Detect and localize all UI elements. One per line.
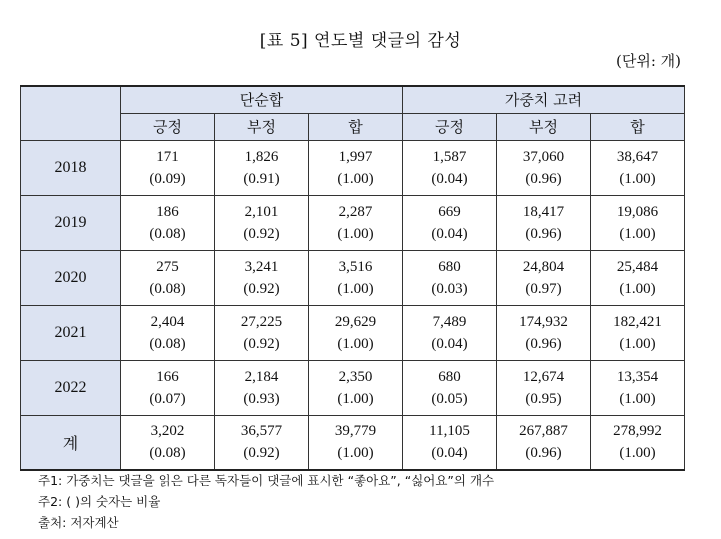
- table-title: [표 5] 연도별 댓글의 감성: [259, 31, 462, 51]
- cell-ratio: (0.04): [431, 225, 468, 242]
- row-label: 2022: [21, 360, 121, 415]
- table-row: [21, 140, 685, 195]
- cell-count: 166: [156, 368, 179, 385]
- cell-count: 39,779: [334, 423, 377, 440]
- table-cell: [215, 140, 309, 195]
- table-cell: [215, 195, 309, 250]
- table-cell: [403, 250, 497, 305]
- cell-ratio: (1.00): [337, 390, 374, 407]
- cell-count: 13,354: [616, 368, 659, 385]
- table-cell: [497, 250, 591, 305]
- table-cell: [591, 250, 685, 305]
- header-sub-total: 합: [309, 113, 403, 140]
- cell-ratio: (1.00): [337, 280, 374, 297]
- table-cell: [309, 305, 403, 360]
- table-cell: [591, 305, 685, 360]
- cell-count: 186: [156, 203, 179, 220]
- table-cell: [121, 415, 215, 470]
- table-cell: [309, 140, 403, 195]
- cell-ratio: (0.93): [243, 390, 280, 407]
- table-cell: [497, 195, 591, 250]
- cell-count: 29,629: [334, 313, 377, 330]
- cell-ratio: (0.92): [243, 335, 280, 352]
- table-cell: [591, 415, 685, 470]
- table-cell: [403, 360, 497, 415]
- table-cell: [215, 415, 309, 470]
- footnote-1: 주1: 가중치는 댓글을 읽은 다른 독자들이 댓글에 표시한 “좋아요”, “싫어요”의 개수: [38, 473, 495, 488]
- header-row-subcolumns: [21, 113, 685, 140]
- header-sub-positive: 긍정: [121, 113, 215, 140]
- table-cell: [309, 415, 403, 470]
- cell-ratio: (0.03): [431, 280, 468, 297]
- cell-ratio: (1.00): [337, 225, 374, 242]
- footnotes: [38, 470, 494, 533]
- table-cell: [121, 360, 215, 415]
- cell-ratio: (1.00): [619, 280, 656, 297]
- header-group-weighted: 가중치 고려: [403, 86, 685, 113]
- cell-count: 27,225: [240, 313, 283, 330]
- table-cell: [215, 250, 309, 305]
- cell-count: 3,202: [150, 423, 185, 440]
- row-label: 2018: [21, 140, 121, 195]
- cell-ratio: (1.00): [619, 170, 656, 187]
- cell-ratio: (0.08): [149, 225, 186, 242]
- header-sub-negative: 부정: [215, 113, 309, 140]
- table-cell: [403, 195, 497, 250]
- cell-ratio: (0.04): [431, 170, 468, 187]
- table-cell: [309, 250, 403, 305]
- header-corner: [21, 86, 121, 140]
- table-cell: [591, 195, 685, 250]
- table-cell: [215, 305, 309, 360]
- table-cell: [497, 140, 591, 195]
- cell-ratio: (1.00): [619, 335, 656, 352]
- cell-ratio: (1.00): [337, 445, 374, 462]
- cell-count: 37,060: [522, 148, 565, 165]
- table-cell: [121, 195, 215, 250]
- cell-ratio: (1.00): [337, 335, 374, 352]
- table-cell: [309, 195, 403, 250]
- cell-ratio: (0.08): [149, 445, 186, 462]
- cell-count: 680: [438, 368, 461, 385]
- footnote-2: 주2: ( )의 숫자는 비율: [38, 494, 161, 509]
- cell-count: 7,489: [432, 313, 467, 330]
- cell-count: 36,577: [240, 423, 283, 440]
- header-sub-negative: 부정: [497, 113, 591, 140]
- cell-ratio: (0.92): [243, 280, 280, 297]
- table-cell: [591, 360, 685, 415]
- cell-count: 1,997: [338, 148, 373, 165]
- cell-count: 680: [438, 258, 461, 275]
- table-row: [21, 415, 685, 470]
- cell-ratio: (0.08): [149, 335, 186, 352]
- table-row: [21, 305, 685, 360]
- cell-count: 19,086: [616, 203, 659, 220]
- cell-ratio: (0.05): [431, 390, 468, 407]
- table-cell: [121, 140, 215, 195]
- cell-ratio: (0.92): [243, 445, 280, 462]
- cell-ratio: (0.96): [525, 170, 562, 187]
- cell-ratio: (1.00): [619, 445, 656, 462]
- table-cell: [497, 360, 591, 415]
- table-cell: [309, 360, 403, 415]
- cell-count: 18,417: [522, 203, 565, 220]
- sentiment-table: [20, 85, 685, 471]
- cell-count: 182,421: [613, 313, 662, 330]
- cell-ratio: (0.96): [525, 225, 562, 242]
- cell-count: 278,992: [613, 423, 662, 440]
- table-row: [21, 250, 685, 305]
- cell-ratio: (1.00): [619, 390, 656, 407]
- cell-count: 25,484: [616, 258, 659, 275]
- cell-ratio: (0.08): [149, 280, 186, 297]
- table-cell: [215, 360, 309, 415]
- cell-count: 2,101: [244, 203, 279, 220]
- cell-ratio: (0.04): [431, 445, 468, 462]
- cell-ratio: (0.09): [149, 170, 186, 187]
- header-row-groups: [21, 86, 685, 113]
- table-row: [21, 195, 685, 250]
- cell-count: 3,241: [244, 258, 279, 275]
- cell-count: 24,804: [522, 258, 565, 275]
- table-cell: [497, 415, 591, 470]
- table-cell: [121, 305, 215, 360]
- row-label: 2020: [21, 250, 121, 305]
- cell-count: 1,826: [244, 148, 279, 165]
- cell-count: 38,647: [616, 148, 659, 165]
- header-sub-total: 합: [591, 113, 685, 140]
- table-row: [21, 360, 685, 415]
- cell-count: 11,105: [429, 423, 470, 440]
- unit-label: (단위: 개): [616, 52, 681, 70]
- cell-ratio: (0.95): [525, 390, 562, 407]
- cell-ratio: (1.00): [337, 170, 374, 187]
- cell-ratio: (0.04): [431, 335, 468, 352]
- cell-count: 2,184: [244, 368, 279, 385]
- cell-ratio: (0.92): [243, 225, 280, 242]
- row-label: 2021: [21, 305, 121, 360]
- table-cell: [121, 250, 215, 305]
- table-cell: [403, 305, 497, 360]
- table-cell: [497, 305, 591, 360]
- cell-ratio: (1.00): [619, 225, 656, 242]
- table-cell: [403, 140, 497, 195]
- cell-count: 2,287: [338, 203, 373, 220]
- cell-count: 12,674: [522, 368, 565, 385]
- table-cell: [591, 140, 685, 195]
- cell-ratio: (0.96): [525, 335, 562, 352]
- row-label: 계: [21, 415, 121, 470]
- header-group-simple-sum: 단순합: [121, 86, 403, 113]
- cell-count: 171: [156, 148, 179, 165]
- cell-ratio: (0.91): [243, 170, 280, 187]
- cell-count: 267,887: [519, 423, 568, 440]
- row-label: 2019: [21, 195, 121, 250]
- cell-ratio: (0.07): [149, 390, 186, 407]
- cell-count: 2,350: [338, 368, 373, 385]
- cell-ratio: (0.96): [525, 445, 562, 462]
- footnote-source: 출처: 저자계산: [38, 515, 119, 530]
- cell-count: 275: [156, 258, 179, 275]
- cell-count: 2,404: [150, 313, 185, 330]
- cell-count: 1,587: [432, 148, 467, 165]
- cell-count: 669: [438, 203, 461, 220]
- header-sub-positive: 긍정: [403, 113, 497, 140]
- cell-count: 174,932: [519, 313, 568, 330]
- table-cell: [403, 415, 497, 470]
- cell-ratio: (0.97): [525, 280, 562, 297]
- cell-count: 3,516: [338, 258, 373, 275]
